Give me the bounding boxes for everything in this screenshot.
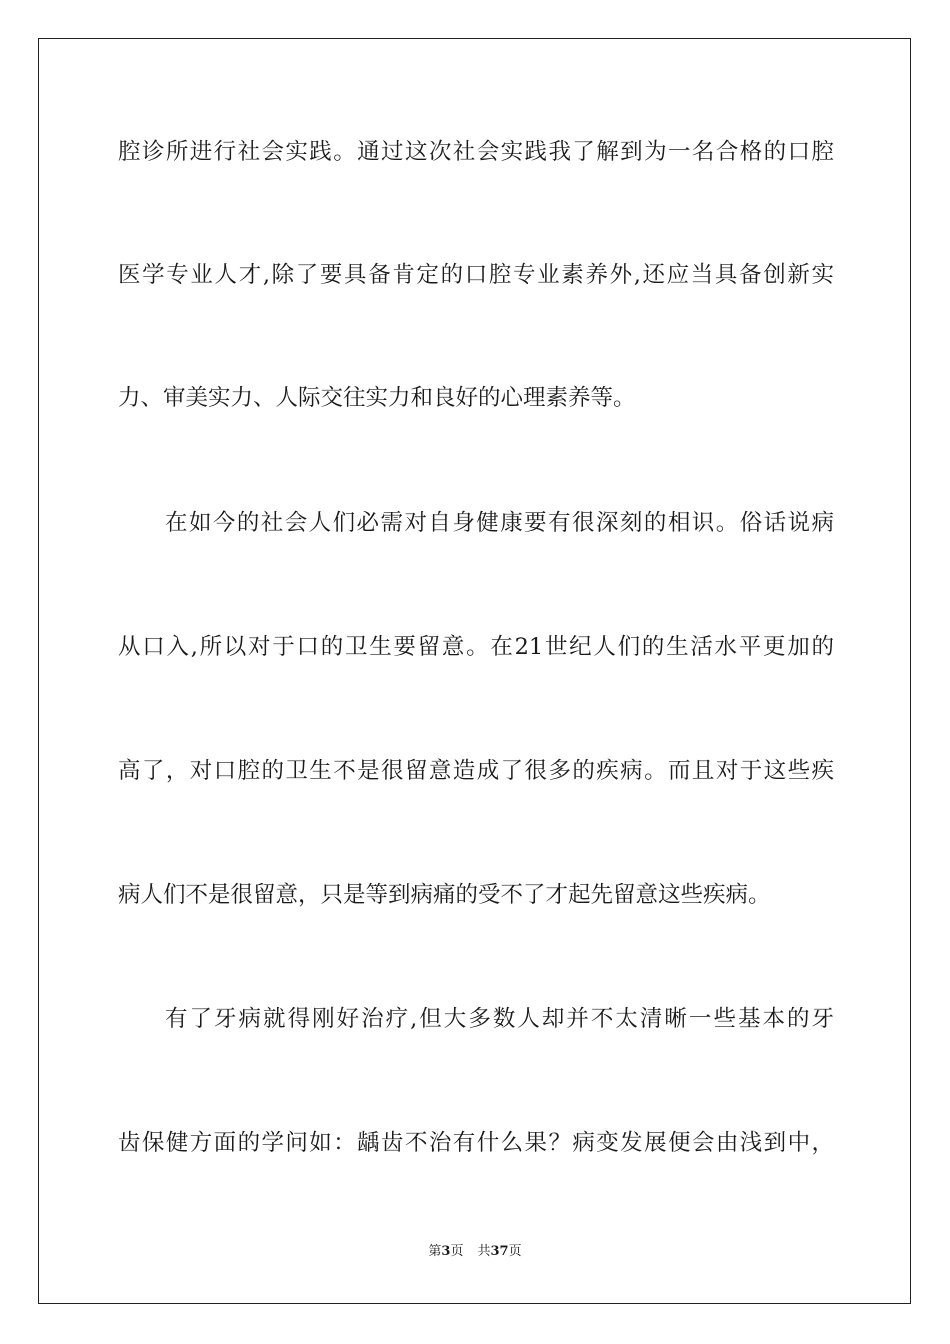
page-prefix: 第 bbox=[428, 1244, 442, 1259]
total-prefix: 共 bbox=[477, 1244, 491, 1259]
text-line: 力、审美实力、人际交往实力和良好的心理素养等。 bbox=[118, 385, 636, 411]
text-line: 医学专业人才,除了要具备肯定的口腔专业素养外,还应当具备创新实 bbox=[118, 262, 834, 288]
page-border bbox=[38, 38, 911, 1304]
text-line: 高了，对口腔的卫生不是很留意造成了很多的疾病。而且对于这些疾 bbox=[118, 758, 834, 784]
paragraph-first-line: 在如今的社会人们必需对自身健康要有很深刻的相识。俗话说病 bbox=[165, 510, 834, 536]
text-line: 齿保健方面的学问如：龋齿不治有什么果？病变发展便会由浅到中， bbox=[118, 1130, 834, 1156]
text-line: 从口入,所以对于口的卫生要留意。在21世纪人们的生活水平更加的 bbox=[118, 634, 834, 660]
page-suffix: 页 bbox=[450, 1244, 464, 1259]
total-pages: 37 bbox=[490, 1244, 509, 1259]
text-line: 病人们不是很留意，只是等到病痛的受不了才起先留意这些疾病。 bbox=[118, 882, 771, 908]
page-number: 3 bbox=[441, 1244, 451, 1259]
page-footer bbox=[0, 1243, 950, 1261]
text-line: 腔诊所进行社会实践。通过这次社会实践我了解到为一名合格的口腔 bbox=[118, 139, 834, 165]
paragraph-first-line: 有了牙病就得刚好治疗,但大多数人却并不太清晰一些基本的牙 bbox=[165, 1006, 834, 1032]
total-suffix: 页 bbox=[508, 1244, 522, 1259]
